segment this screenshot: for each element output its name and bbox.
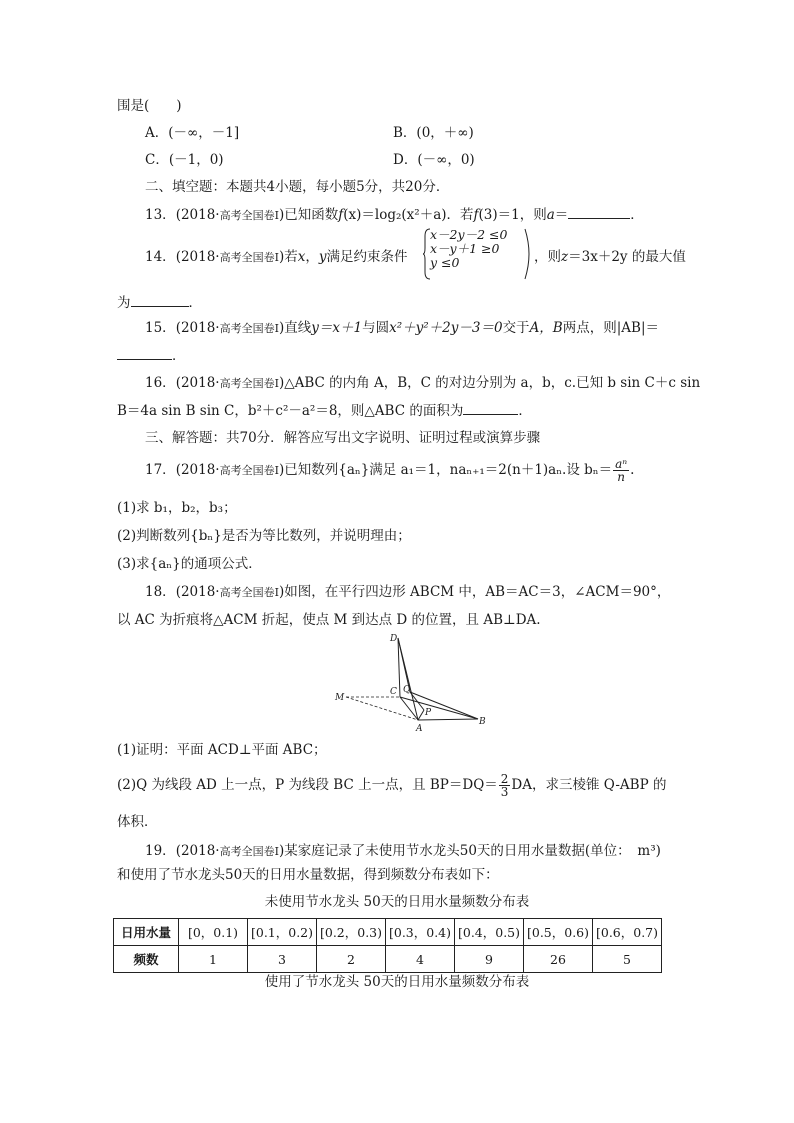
table-cell: 1 (179, 946, 248, 973)
question-text: . (630, 462, 635, 478)
table-1-title: 未使用节水龙头 50天的日用水量频数分布表 (264, 894, 530, 910)
math-var: x (297, 249, 306, 265)
math-var: z (561, 249, 569, 265)
q17-part-2: (2)判断数列{bₙ}是否为等比数列，并说明理由； (117, 528, 411, 544)
question-17 (145, 458, 634, 483)
table-2-title: 使用了节水龙头 50天的日用水量频数分布表 (264, 974, 530, 990)
question-14 (145, 247, 408, 268)
constraint-system (430, 228, 507, 270)
question-text: ． (518, 403, 532, 419)
source-label: 高考全国卷Ⅰ (219, 322, 279, 335)
math-var: y (318, 249, 327, 265)
q18-part-2 (117, 773, 666, 798)
question-text: )某家庭记录了未使用节水龙头50天的日用水量数据(单位： m³) (278, 843, 661, 859)
q17-part-3: (3)求{aₙ}的通项公式． (117, 556, 262, 572)
question-text: ＝ (554, 207, 569, 223)
source-label: 高考全国卷Ⅰ (219, 586, 279, 599)
question-text: (3)＝1，则 (478, 207, 547, 223)
question-number: 15． (145, 320, 176, 336)
fraction-numerator: 2 (500, 772, 509, 786)
table-row (114, 919, 662, 946)
source-year: (2018· (175, 584, 220, 600)
math-expr: A，B (529, 320, 563, 336)
question-text: )如图，在平行四边形 ABCM 中，AB＝AC＝3，∠ACM＝90°， (278, 584, 671, 600)
q12-tail: 围是( ) (117, 98, 182, 114)
question-text: ． (172, 348, 186, 364)
question-number: 17． (145, 462, 176, 478)
math-var: a (546, 207, 555, 223)
tetrahedron-figure (330, 630, 500, 740)
constraint-right-bracket (524, 228, 530, 280)
water-usage-table (113, 918, 662, 973)
question-text: B＝4a sin B sin C，b²＋c²－a²＝8，则△ABC 的面积为 (117, 403, 464, 419)
label-b: B (479, 717, 486, 727)
question-text: 与圆 (362, 320, 390, 336)
fraction-denominator: n (617, 470, 625, 484)
source-year: (2018· (175, 375, 220, 391)
math-expr: y＝x＋1 (311, 320, 363, 336)
question-text: )已知数列{aₙ}满足 a₁＝1，naₙ₊₁＝2(n＋1)aₙ.设 bₙ＝ (278, 462, 613, 478)
question-text: )直线 (278, 320, 312, 336)
question-text: ． (188, 295, 202, 311)
option-value: (－∞，－1] (168, 125, 240, 141)
answer-blank (568, 204, 630, 219)
label-q: Q (403, 685, 411, 695)
question-text: )△ABC 的内角 A，B，C 的对边分别为 a，b，c.已知 b sin C＋c sin (278, 375, 701, 391)
label-a: A (416, 724, 423, 734)
question-text: DA，求三棱锥 Q-ABP 的 (511, 777, 667, 793)
table-header-cell: [0.3，0.4) (386, 919, 455, 946)
question-number: 14． (145, 249, 176, 265)
question-text: )若 (278, 249, 298, 265)
question-19-line2: 和使用了节水龙头50天的日用水量数据，得到频数分布表如下： (117, 867, 499, 883)
question-15-line2 (117, 345, 186, 366)
fraction-denominator: 3 (500, 785, 509, 799)
table-row (114, 946, 662, 973)
table-cell: 26 (524, 946, 593, 973)
edge-ap (418, 710, 424, 720)
answer-blank (131, 292, 189, 307)
table-row-label: 频数 (114, 946, 179, 973)
question-16-line2 (117, 400, 532, 421)
table-cell: 9 (455, 946, 524, 973)
question-text: 为 (117, 295, 131, 311)
label-m: M (335, 693, 345, 703)
question-number: 13． (145, 207, 176, 223)
table-header-cell: [0.5，0.6) (524, 919, 593, 946)
q18-part-1: (1)证明：平面 ACD⊥平面 ABC； (117, 742, 327, 758)
fraction (499, 773, 511, 798)
source-label: 高考全国卷Ⅰ (219, 464, 279, 477)
question-number: 18． (145, 584, 176, 600)
table-cell: 2 (317, 946, 386, 973)
table-header-cell: [0.6，0.7) (593, 919, 662, 946)
answer-blank (463, 400, 518, 415)
table-header-cell: [0.2，0.3) (317, 919, 386, 946)
q12-option-d (393, 150, 475, 170)
fraction (613, 458, 629, 483)
math-var: f (338, 207, 344, 223)
math-var: f (473, 207, 479, 223)
q17-part-1: (1)求 b₁，b₂，b₃； (117, 500, 237, 516)
table-header-cell: [0，0.1) (179, 919, 248, 946)
question-14-cont (534, 247, 686, 267)
question-16 (145, 373, 700, 394)
question-text: 两点，则|AB|＝ (562, 320, 660, 336)
option-value: (－∞，0) (417, 152, 475, 168)
question-number: 19． (145, 843, 176, 859)
q18-part-2-line2: 体积． (117, 814, 158, 830)
question-text: (x)＝log₂(x²＋a)．若 (343, 207, 474, 223)
q12-option-c (145, 150, 224, 170)
source-year: (2018· (175, 207, 220, 223)
source-year: (2018· (175, 843, 220, 859)
question-text: (2)Q 为线段 AD 上一点，P 为线段 BC 上一点，且 BP＝DQ＝ (117, 777, 498, 793)
edge-ma (346, 697, 418, 720)
answer-blank (117, 345, 172, 360)
source-year: (2018· (175, 249, 220, 265)
source-label: 高考全国卷Ⅰ (219, 845, 279, 858)
question-text: ＝3x＋2y 的最大值 (568, 249, 686, 265)
table-cell: 4 (386, 946, 455, 973)
question-text: 交于 (502, 320, 530, 336)
fraction-numerator: aⁿ (615, 457, 628, 471)
constraint-line: x－y＋1 ≥0 (430, 241, 500, 256)
option-label: B． (393, 125, 417, 141)
option-label: C． (145, 152, 169, 168)
question-text: ， (305, 249, 319, 265)
question-15 (145, 318, 659, 339)
option-value: (0，＋∞) (416, 125, 474, 141)
source-label: 高考全国卷Ⅰ (219, 251, 279, 264)
option-label: D． (393, 152, 418, 168)
table-cell: 5 (593, 946, 662, 973)
question-text: ，则 (534, 249, 561, 265)
source-year: (2018· (175, 320, 220, 336)
label-p: P (425, 708, 432, 718)
question-14-line2 (117, 292, 202, 313)
question-18-line2: 以 AC 为折痕将△ACM 折起，使点 M 到达点 D 的位置，且 AB⊥DA. (117, 612, 541, 628)
question-text: )已知函数 (278, 207, 339, 223)
question-13 (145, 204, 644, 226)
q12-option-b (393, 123, 474, 143)
source-label: 高考全国卷Ⅰ (219, 209, 279, 222)
option-label: A． (145, 125, 169, 141)
option-value: (－1，0) (168, 152, 224, 168)
question-text: ． (630, 207, 644, 223)
edge-ab (418, 719, 478, 720)
source-label: 高考全国卷Ⅰ (219, 377, 279, 390)
source-year: (2018· (175, 462, 220, 478)
constraint-line: y ≤0 (430, 255, 460, 270)
math-expr: x²＋y²＋2y－3＝0 (389, 320, 503, 336)
section-3-heading: 三、解答题：共70分．解答应写出文字说明、证明过程或演算步骤 (145, 430, 541, 446)
constraint-line: x－2y－2 ≤0 (430, 227, 508, 242)
table-header-cell: [0.4，0.5) (455, 919, 524, 946)
question-number: 16． (145, 375, 176, 391)
section-2-heading: 二、填空题：本题共4小题，每小题5分，共20分． (145, 179, 450, 195)
question-text: 满足约束条件 (326, 249, 408, 265)
question-19 (145, 841, 661, 862)
table-header-cell: 日用水量 (114, 919, 179, 946)
table-cell: 3 (248, 946, 317, 973)
table-header-cell: [0.1，0.2) (248, 919, 317, 946)
label-c: C (390, 687, 397, 697)
label-d: D (390, 634, 398, 644)
q12-option-a (145, 123, 239, 143)
edge-cb (400, 697, 478, 719)
question-18 (145, 582, 670, 603)
